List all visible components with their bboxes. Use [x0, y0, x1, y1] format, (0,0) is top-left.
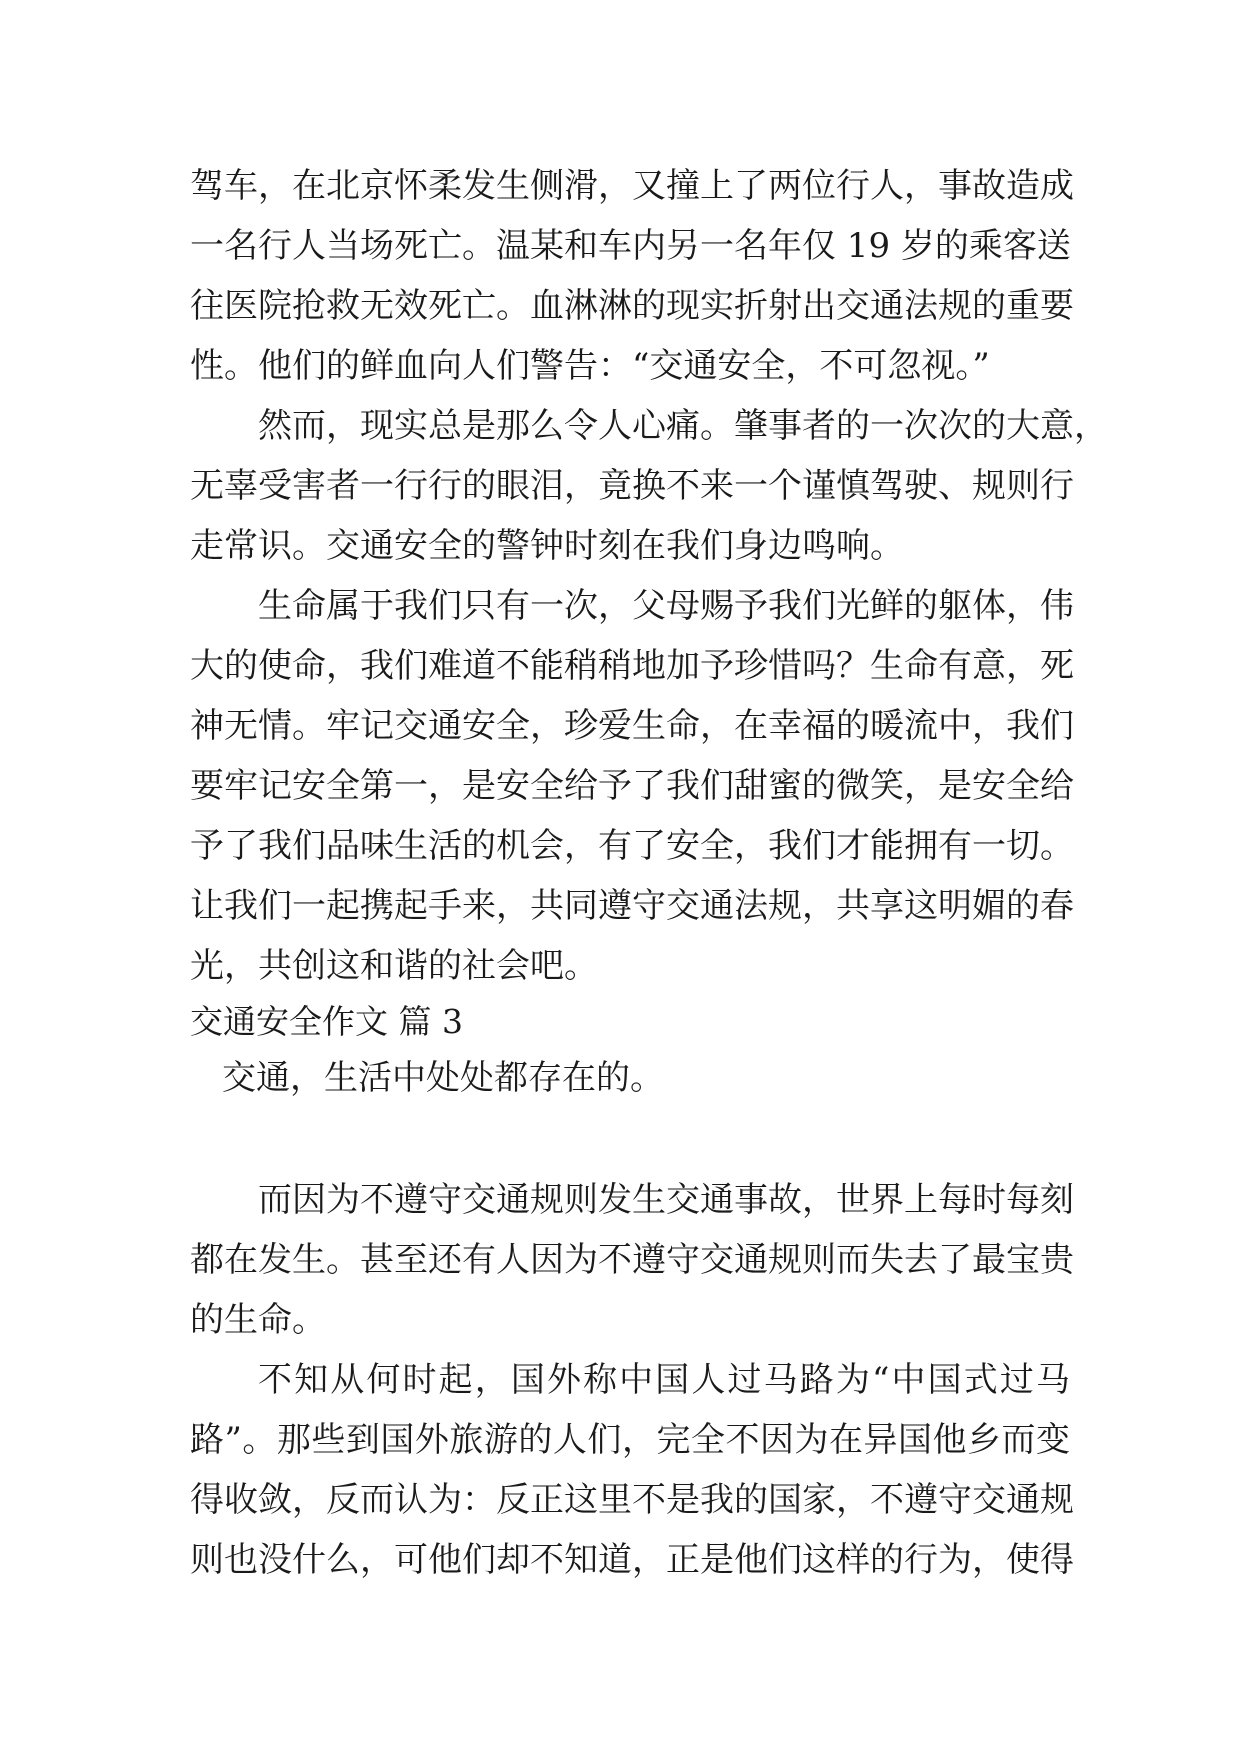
paragraph-start-line: 不知从何时起，国外称中国人过马路为“中国式过马 — [258, 1360, 1070, 1400]
text-line: 予了我们品味生活的机会，有了安全，我们才能拥有一切。 — [190, 826, 1074, 866]
paragraph-start-line: 生命属于我们只有一次，父母赐予我们光鲜的躯体，伟 — [258, 586, 1074, 626]
text-line: 驾车，在北京怀柔发生侧滑，又撞上了两位行人，事故造成 — [190, 166, 1074, 206]
text-line: 无辜受害者一行行的眼泪，竟换不来一个谨慎驾驶、规则行 — [190, 466, 1074, 506]
text-line: 一名行人当场死亡。温某和车内另一名年仅 19 岁的乘客送 — [190, 226, 1071, 266]
paragraph-start-line: 而因为不遵守交通规则发生交通事故，世界上每时每刻 — [258, 1180, 1074, 1220]
section-heading: 交通安全作文 篇 3 — [190, 1002, 463, 1041]
text-line: 的生命。 — [190, 1300, 326, 1340]
text-line: 走常识。交通安全的警钟时刻在我们身边鸣响。 — [190, 526, 904, 566]
text-line: 光，共创这和谐的社会吧。 — [190, 946, 598, 986]
text-line: 都在发生。甚至还有人因为不遵守交通规则而失去了最宝贵 — [190, 1240, 1074, 1280]
text-line: 性。他们的鲜血向人们警告：“交通安全，不可忽视。” — [190, 346, 990, 386]
text-line: 得收敛，反而认为：反正这里不是我的国家，不遵守交通规 — [190, 1480, 1074, 1520]
text-line: 大的使命，我们难道不能稍稍地加予珍惜吗？生命有意，死 — [190, 646, 1074, 686]
paragraph-start-line: 然而，现实总是那么令人心痛。肇事者的一次次的大意， — [258, 406, 1108, 446]
text-line: 要牢记安全第一，是安全给予了我们甜蜜的微笑，是安全给 — [190, 766, 1074, 806]
text-line: 路”。那些到国外旅游的人们，完全不因为在异国他乡而变 — [190, 1420, 1070, 1460]
text-line: 让我们一起携起手来，共同遵守交通法规，共享这明媚的春 — [190, 886, 1074, 926]
text-line: 则也没什么，可他们却不知道，正是他们这样的行为，使得 — [190, 1540, 1074, 1580]
text-line: 交通，生活中处处都存在的。 — [222, 1058, 664, 1098]
text-line: 往医院抢救无效死亡。血淋淋的现实折射出交通法规的重要 — [190, 286, 1074, 326]
text-line: 神无情。牢记交通安全，珍爱生命，在幸福的暖流中，我们 — [190, 706, 1074, 746]
